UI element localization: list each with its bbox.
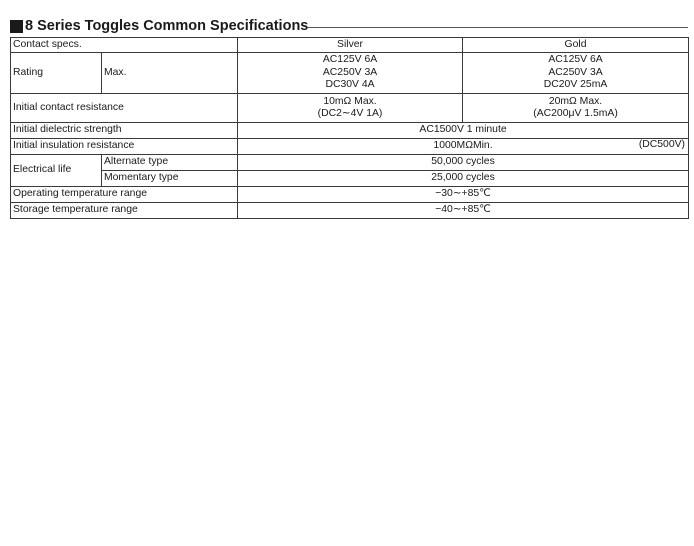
storage-temp-value: −40∼+85℃ bbox=[238, 203, 689, 219]
rating-gold-line: AC125V 6A bbox=[548, 54, 603, 66]
table-row bbox=[11, 139, 689, 155]
insulation-resistance-label: Initial insulation resistance bbox=[11, 139, 238, 155]
dielectric-strength-label: Initial dielectric strength bbox=[11, 123, 238, 139]
momentary-type-label: Momentary type bbox=[102, 171, 238, 187]
contact-resistance-gold bbox=[463, 94, 689, 123]
gold-header: Gold bbox=[463, 38, 689, 53]
operating-temp-value: −30∼+85℃ bbox=[238, 187, 689, 203]
section-heading bbox=[10, 17, 688, 37]
contact-resistance-silver bbox=[238, 94, 463, 123]
operating-temp-label: Operating temperature range bbox=[11, 187, 238, 203]
rating-gold-line: AC250V 3A bbox=[548, 66, 603, 78]
table-row bbox=[11, 123, 689, 139]
contact-resistance-gold-line: 20mΩ Max. bbox=[548, 95, 603, 107]
page-title: 8 Series Toggles Common Specifications bbox=[25, 18, 309, 34]
contact-resistance-gold-line: (AC200μV 1.5mA) bbox=[533, 108, 618, 119]
contact-specs-label: Contact specs. bbox=[11, 38, 238, 53]
alternate-type-value: 50,000 cycles bbox=[238, 155, 689, 171]
alternate-type-label: Alternate type bbox=[102, 155, 238, 171]
table-row bbox=[11, 203, 689, 219]
contact-resistance-silver-line: (DC2∼4V 1A) bbox=[317, 108, 383, 119]
contact-resistance-label: Initial contact resistance bbox=[11, 94, 238, 123]
table-row bbox=[11, 38, 689, 53]
table-row bbox=[11, 53, 689, 94]
electrical-life-label: Electrical life bbox=[11, 155, 102, 187]
insulation-resistance-cell bbox=[238, 139, 689, 155]
contact-resistance-silver-line: 10mΩ Max. bbox=[323, 95, 377, 107]
table-row bbox=[11, 187, 689, 203]
rating-gold bbox=[463, 53, 689, 94]
heading-rule bbox=[307, 27, 688, 28]
specifications-table bbox=[10, 37, 689, 219]
rating-silver-line: DC30V 4A bbox=[325, 79, 375, 91]
rating-silver-line: AC250V 3A bbox=[322, 66, 378, 78]
rating-gold-line: DC20V 25mA bbox=[543, 79, 608, 91]
rating-silver-line: AC125V 6A bbox=[322, 54, 378, 66]
square-bullet-icon bbox=[10, 20, 23, 33]
storage-temp-label: Storage temperature range bbox=[11, 203, 238, 219]
table-row bbox=[11, 171, 689, 187]
momentary-type-value: 25,000 cycles bbox=[238, 171, 689, 187]
rating-sub-label: Max. bbox=[102, 53, 238, 94]
rating-label: Rating bbox=[11, 53, 102, 94]
insulation-resistance-note: (DC500V) bbox=[638, 139, 686, 150]
table-row bbox=[11, 155, 689, 171]
table-row bbox=[11, 94, 689, 123]
dielectric-strength-value: AC1500V 1 minute bbox=[238, 123, 689, 139]
insulation-resistance-value: 1000MΩMin. bbox=[433, 140, 493, 152]
rating-silver bbox=[238, 53, 463, 94]
silver-header: Silver bbox=[238, 38, 463, 53]
